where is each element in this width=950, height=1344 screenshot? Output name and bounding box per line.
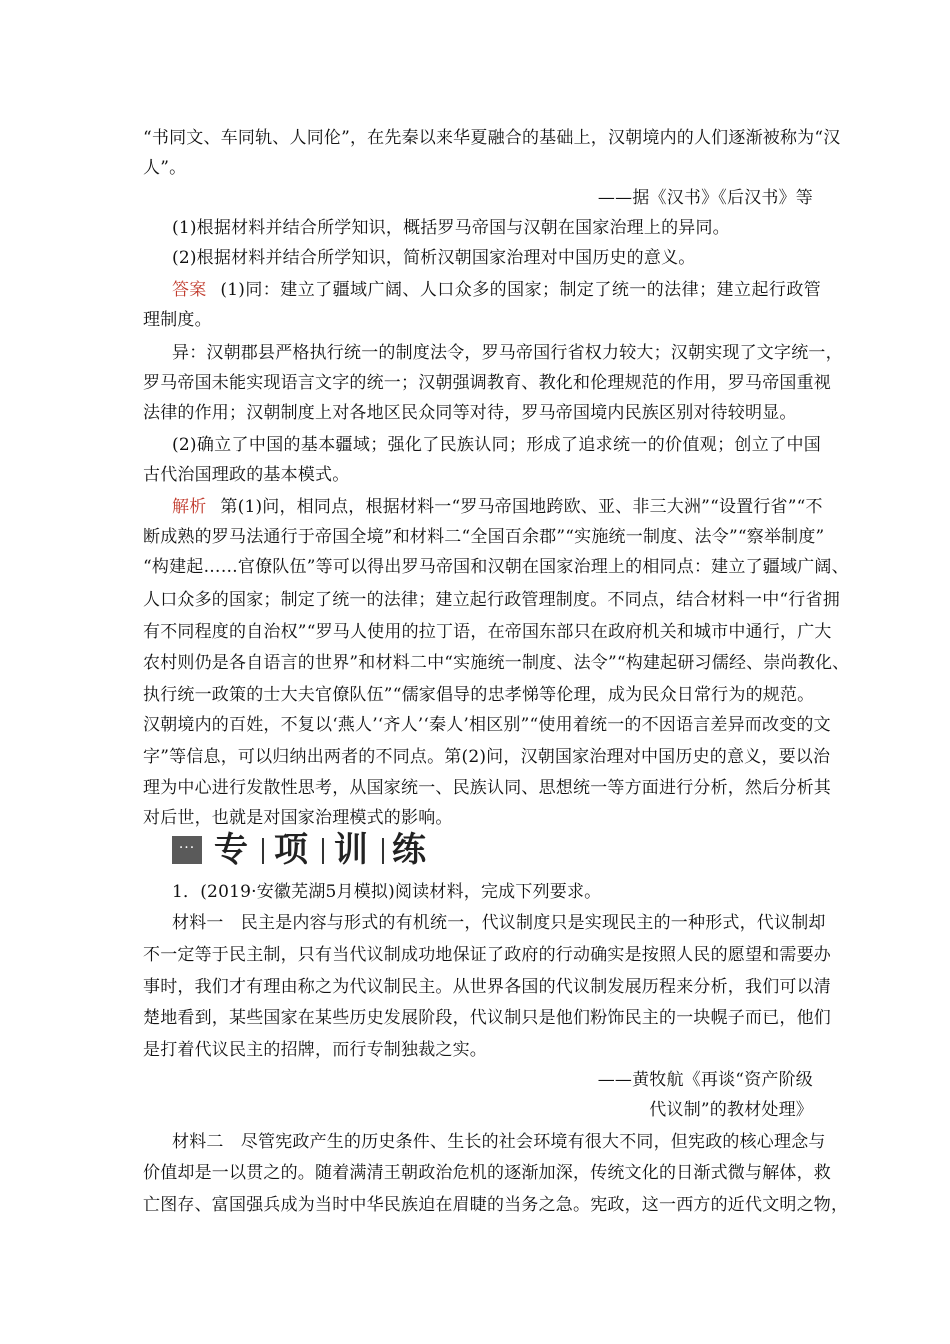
divider: [382, 838, 384, 864]
divider: [322, 838, 324, 864]
text-line: 事时，我们才有理由称之为代议制民主。从世界各国的代议制发展历程来分析，我们可以清: [143, 977, 831, 997]
text-line: 人口众多的国家；制定了统一的法律；建立起行政管理制度。不同点，结合材料一中“行省拥: [143, 590, 840, 610]
text-line: 罗马帝国未能实现语言文字的统一；汉朝强调教育、教化和伦理规范的作用，罗马帝国重视: [143, 373, 831, 393]
text-line: 材料一 民主是内容与形式的有机统一，代议制度只是实现民主的一种形式，代议制却: [172, 913, 826, 933]
text-line: (2)确立了中国的基本疆域；强化了民族认同；形成了追求统一的价值观；创立了中国: [172, 435, 821, 455]
text-line: 楚地看到，某些国家在某些历史发展阶段，代议制只是他们粉饰民主的一块幌子而已，他们: [143, 1008, 831, 1028]
banner-char: 练: [392, 830, 426, 870]
text-line: 古代治国理政的基本模式。: [143, 465, 350, 485]
source-citation: ——据《汉书》《后汉书》等: [597, 188, 813, 208]
answer-line: [172, 280, 821, 300]
text-line: 不一定等于民主制，只有当代议制成功地保证了政府的行动确实是按照人民的愿望和需要办: [143, 945, 831, 965]
exercise-title: 1．(2019·安徽芜湖5月模拟)阅读材料，完成下列要求。: [172, 882, 602, 902]
text-line: 有不同程度的自治权”“罗马人使用的拉丁语，在帝国东部只在政府机关和城市中通行，广大: [143, 622, 832, 642]
text-line: 材料二 尽管宪政产生的历史条件、生长的社会环境有很大不同，但宪政的核心理念与: [172, 1132, 826, 1152]
text-line: 人”。: [143, 158, 187, 178]
text-line: 理制度。: [143, 310, 212, 330]
text-line: 字”等信息，可以归纳出两者的不同点。第(2)问，汉朝国家治理对中国历史的意义，要以治: [143, 747, 831, 767]
text-line: “书同文、车同轨、人同伦”，在先秦以来华夏融合的基础上，汉朝境内的人们逐渐被称为“汉: [143, 128, 841, 148]
analysis-text: 第(1)问，相同点，根据材料一“罗马帝国地跨欧、亚、非三大洲”“设置行省”“不: [220, 497, 823, 517]
answer-text: (1)同：建立了疆域广阔、人口众多的国家；制定了统一的法律；建立起行政管: [220, 280, 821, 300]
text-line: 异：汉朝郡县严格执行统一的制度法令，罗马帝国行省权力较大；汉朝实现了文字统一，: [172, 343, 843, 363]
text-line: 法律的作用；汉朝制度上对各地区民众同等对待，罗马帝国境内民族区别对待较明显。: [143, 403, 797, 423]
analysis-label: 解析: [172, 497, 207, 517]
question-2: (2)根据材料并结合所学知识，简析汉朝国家治理对中国历史的意义。: [172, 248, 696, 268]
text-line: 理为中心进行发散性思考，从国家统一、民族认同、思想统一等方面进行分析，然后分析其: [143, 778, 831, 798]
text-line: 执行统一政策的士大夫官僚队伍”“儒家倡导的忠孝悌等伦理，成为民众日常行为的规范。: [143, 685, 815, 705]
answer-label: 答案: [172, 280, 207, 300]
banner-char: 专: [214, 830, 248, 870]
divider: [262, 838, 264, 864]
banner-char: 训: [334, 830, 368, 870]
source-citation: 代议制”的教材处理》: [649, 1100, 813, 1120]
text-line: 汉朝境内的百姓，不复以‘燕人’‘齐人’‘秦人’相区别”“使用着统一的不因语言差异而改变的文: [143, 715, 831, 735]
source-citation: ——黄牧航《再谈“资产阶级: [597, 1070, 813, 1090]
text-line: 农村则仍是各自语言的世界”和材料二中“实施统一制度、法令”“构建起研习儒经、崇尚教化、: [143, 653, 850, 673]
analysis-line: [172, 497, 821, 517]
question-1: (1)根据材料并结合所学知识，概括罗马帝国与汉朝在国家治理上的异同。: [172, 218, 730, 238]
more-icon: ···: [172, 836, 202, 864]
text-line: 是打着代议民主的招牌，而行专制独裁之实。: [143, 1040, 487, 1060]
text-line: 对后世，也就是对国家治理模式的影响。: [143, 808, 453, 828]
section-banner: [172, 830, 432, 870]
text-line: 价值却是一以贯之的。随着满清王朝政治危机的逐渐加深，传统文化的日渐式微与解体，救: [143, 1163, 831, 1183]
banner-char: 项: [274, 830, 308, 870]
text-line: 亡图存、富国强兵成为当时中华民族迫在眉睫的当务之急。宪政，这一西方的近代文明之物，: [143, 1195, 849, 1215]
text-line: “构建起……官僚队伍”等可以得出罗马帝国和汉朝在国家治理上的相同点：建立了疆域广阔、: [143, 557, 849, 577]
text-line: 断成熟的罗马法通行于帝国全境”和材料二“全国百余郡”“实施统一制度、法令”“察举制度”: [143, 527, 825, 547]
